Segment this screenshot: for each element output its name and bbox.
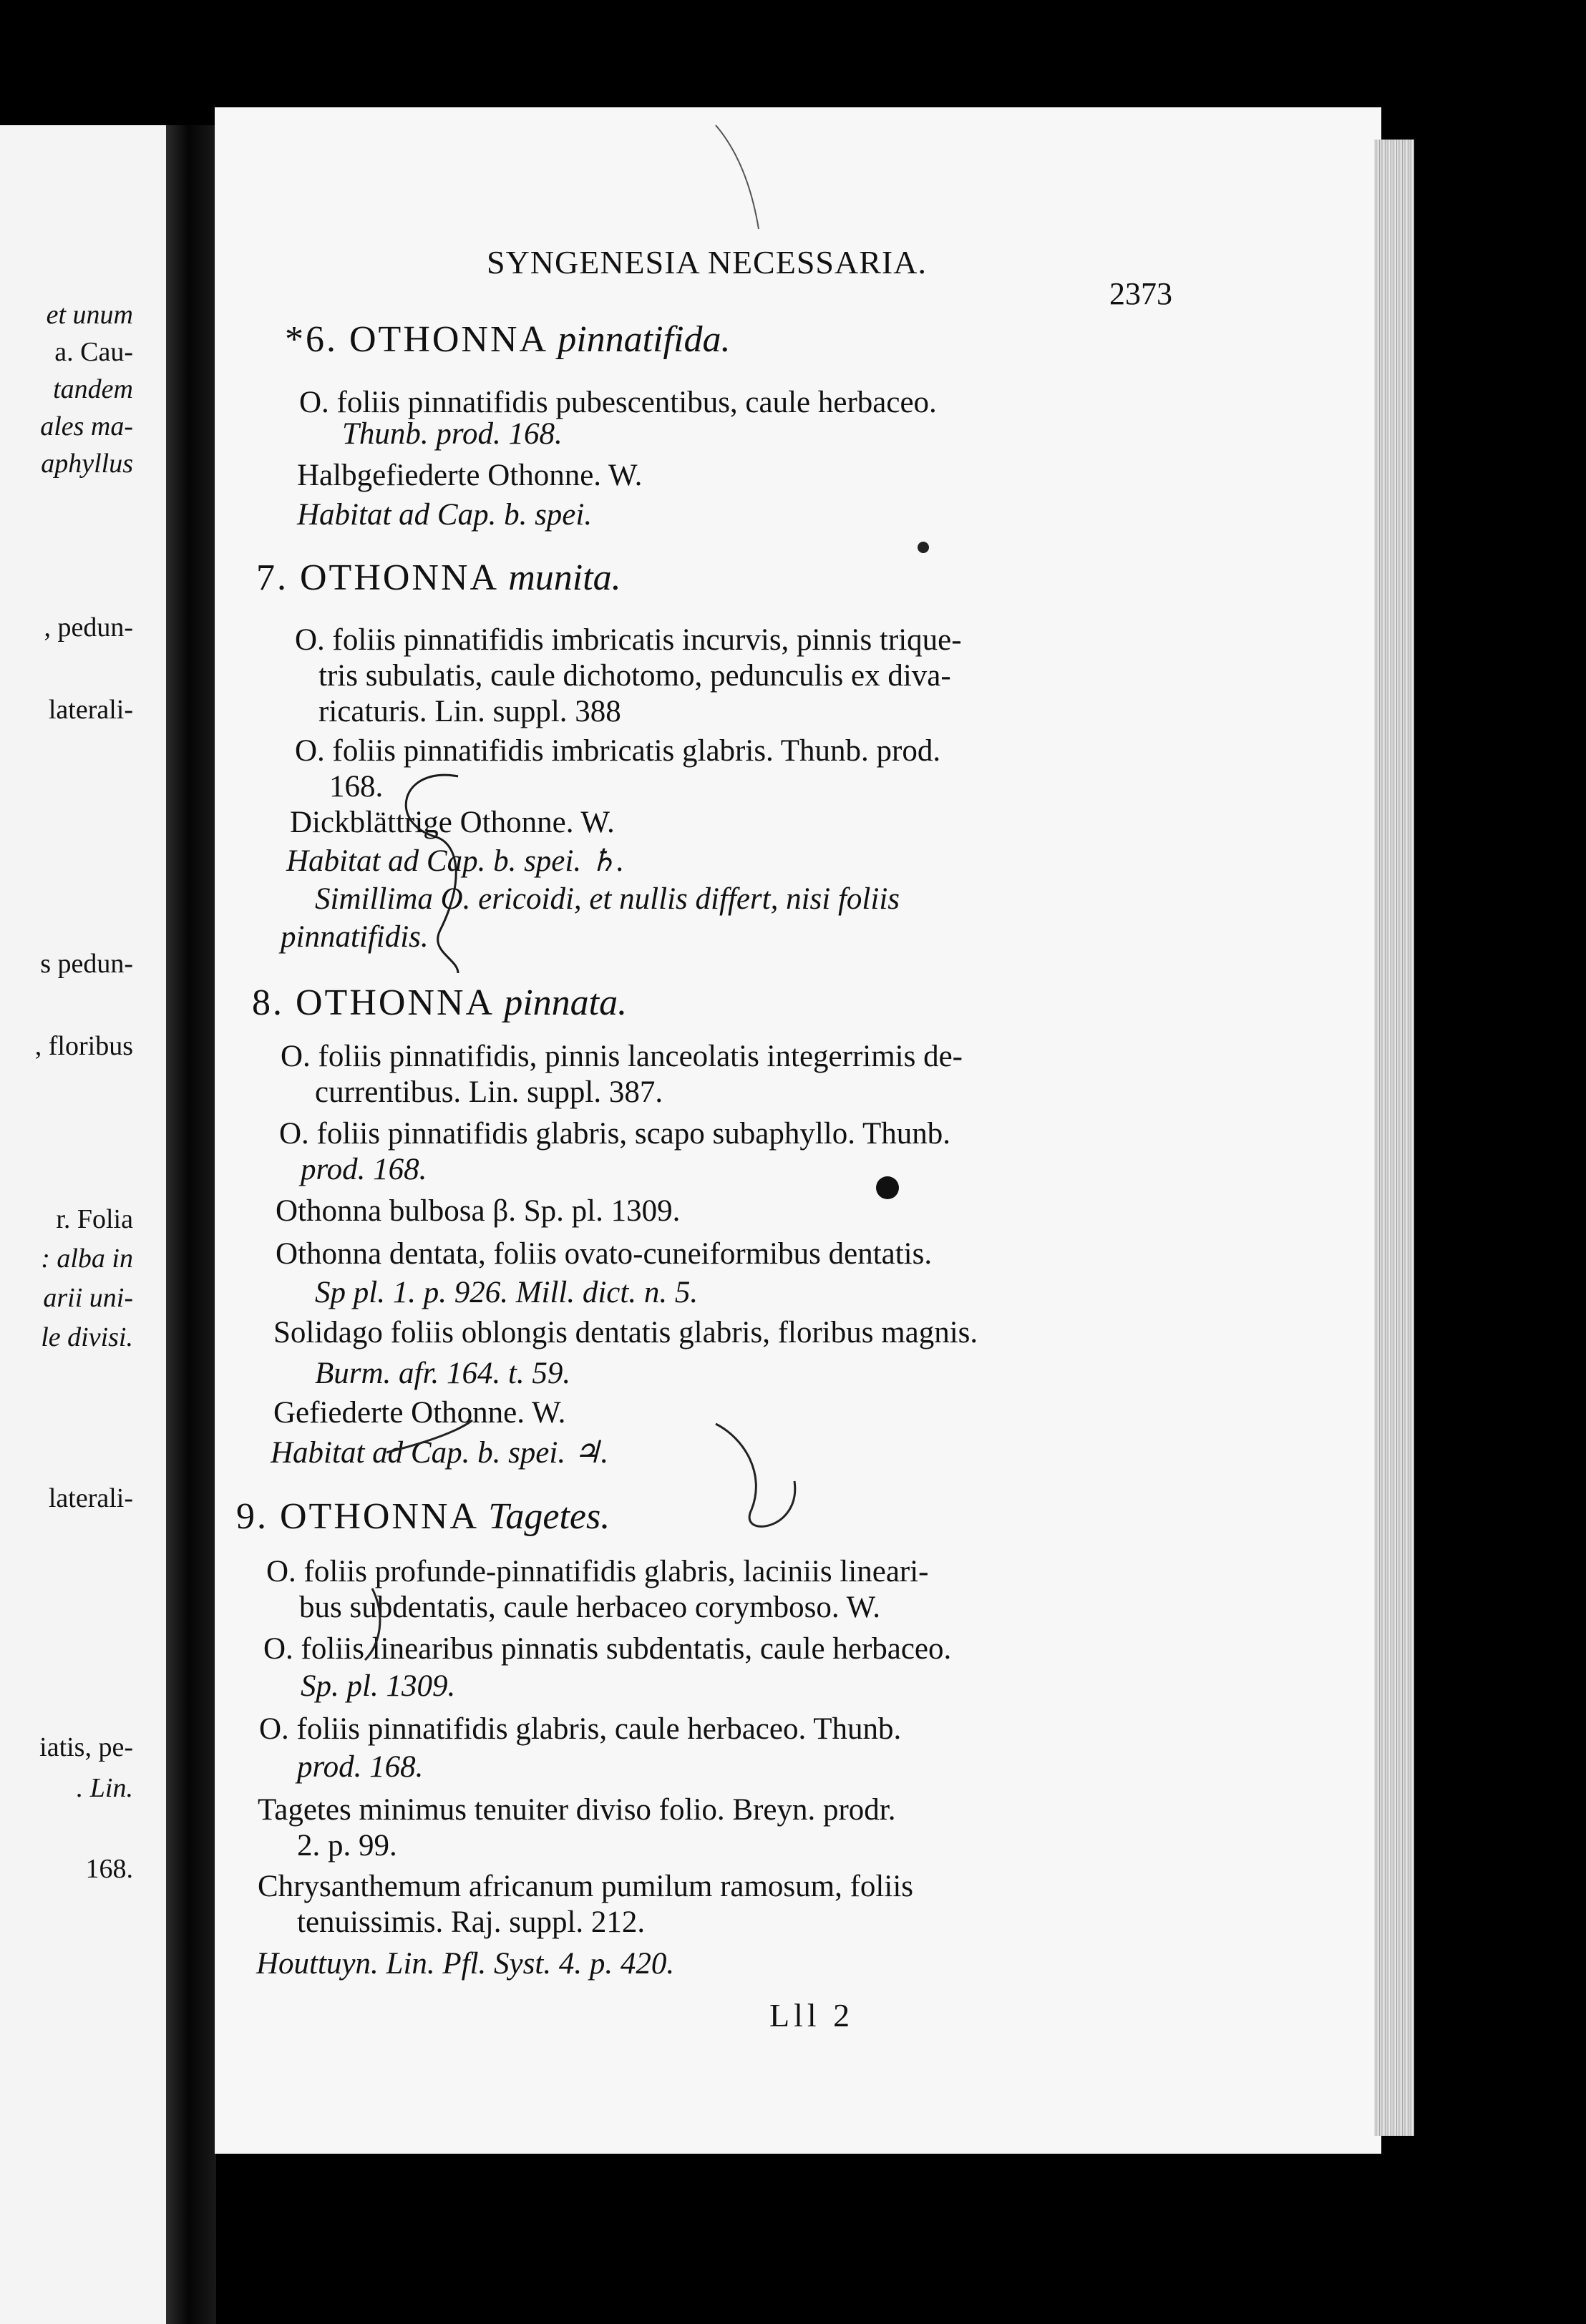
left-page-line: et unum: [46, 300, 133, 330]
left-page-line: , pedun-: [44, 612, 133, 643]
entry-line: Halbgefiederte Othonne. W.: [297, 459, 643, 492]
entry-number: 7.: [256, 557, 288, 598]
entry-number: 9.: [236, 1496, 268, 1537]
left-page-line: : alba in: [41, 1244, 133, 1274]
genus-name: OTHONNA: [300, 557, 497, 598]
running-head: SYNGENESIA NECESSARIA.: [487, 244, 927, 280]
left-page-line: laterali-: [48, 1483, 133, 1513]
species-name: pinnatifida.: [558, 319, 731, 360]
genus-name: OTHONNA: [349, 319, 547, 360]
entry-line: Habitat ad Cap. b. spei. ♃.: [271, 1436, 609, 1470]
left-page-line: aphyllus: [41, 449, 133, 479]
entry-line: Othonna bulbosa β. Sp. pl. 1309.: [276, 1194, 681, 1228]
entry-line: pinnatifidis.: [281, 920, 429, 954]
entry-line: Habitat ad Cap. b. spei.: [297, 498, 593, 532]
page-number: 2373: [1109, 276, 1172, 311]
entry-line: currentibus. Lin. suppl. 387.: [315, 1075, 663, 1109]
entry-line: Habitat ad Cap. b. spei. ♄.: [286, 844, 625, 878]
entry-line: O. foliis pinnatifidis glabris, caule herbaceo. Thunb.: [259, 1712, 902, 1746]
entry-line: O. foliis pinnatifidis glabris, scapo subaphyllo. Thunb.: [279, 1117, 950, 1151]
entry-line: O. foliis pinnatifidis imbricatis incurvis, pinnis trique-: [295, 623, 962, 657]
genus-name: OTHONNA: [296, 982, 493, 1023]
left-page-line: , floribus: [34, 1031, 133, 1061]
left-page-line: s pedun-: [40, 949, 133, 979]
species-name: pinnata.: [504, 982, 628, 1023]
entry-line: Simillima O. ericoidi, et nullis differt, nisi foliis: [315, 882, 900, 916]
entry-line: Solidago foliis oblongis dentatis glabris, floribus magnis.: [273, 1316, 978, 1349]
entry-line: Dickblättrige Othonne. W.: [290, 806, 615, 839]
left-page-line: le divisi.: [41, 1322, 133, 1352]
entry-line: Tagetes minimus tenuiter diviso folio. Breyn. prodr.: [258, 1793, 896, 1827]
species-name: Tagetes.: [488, 1496, 610, 1537]
entry-line: tenuissimis. Raj. suppl. 212.: [297, 1905, 646, 1939]
entry-number: 8.: [252, 982, 284, 1023]
entry-line: Houttuyn. Lin. Pfl. Syst. 4. p. 420.: [256, 1947, 675, 1981]
entry-line: 168.: [329, 770, 384, 804]
left-page-line: laterali-: [48, 695, 133, 725]
genus-name: OTHONNA: [280, 1496, 477, 1537]
left-page-line: a. Cau-: [54, 337, 133, 367]
entry-line: prod. 168.: [301, 1153, 427, 1186]
entry-line: O. foliis profunde-pinnatifidis glabris, laciniis lineari-: [266, 1555, 929, 1588]
entry-line: Sp. pl. 1309.: [301, 1669, 456, 1703]
left-page-line: . Lin.: [76, 1773, 133, 1803]
species-name: munita.: [508, 557, 621, 598]
entry-line: bus subdentatis, caule herbaceo corymboso. W.: [299, 1591, 881, 1624]
entry-number: *6.: [285, 319, 338, 360]
entry-line: O. foliis pinnatifidis pubescentibus, caule herbaceo.: [299, 386, 937, 419]
entry-line: Burm. afr. 164. t. 59.: [315, 1357, 571, 1390]
entry-line: O. foliis pinnatifidis imbricatis glabris. Thunb. prod.: [295, 734, 941, 768]
entry-line: Othonna dentata, foliis ovato-cuneiformibus dentatis.: [276, 1237, 933, 1271]
entry-line: Sp pl. 1. p. 926. Mill. dict. n. 5.: [315, 1276, 699, 1309]
left-page-line: iatis, pe-: [39, 1732, 133, 1762]
left-page-line: tandem: [53, 374, 133, 404]
entry-line: O. foliis pinnatifidis, pinnis lanceolatis integerrimis de-: [281, 1040, 963, 1073]
entry-line: prod. 168.: [297, 1750, 424, 1784]
left-page-line: arii uni-: [43, 1283, 133, 1313]
signature-mark: Lll 2: [769, 1997, 855, 2034]
entry-line: O. foliis linearibus pinnatis subdentatis, caule herbaceo.: [263, 1632, 952, 1666]
left-page-line: ales ma-: [40, 411, 133, 441]
entry-line: Gefiederte Othonne. W.: [273, 1396, 566, 1430]
left-page-line: 168.: [85, 1854, 133, 1884]
entry-line: tris subulatis, caule dichotomo, pedunculis ex diva-: [318, 659, 951, 693]
entry-line: Chrysanthemum africanum pumilum ramosum, foliis: [258, 1870, 913, 1903]
entry-line: Thunb. prod. 168.: [342, 417, 563, 451]
entry-line: 2. p. 99.: [297, 1829, 397, 1862]
entry-line: ricaturis. Lin. suppl. 388: [318, 695, 621, 728]
left-page-line: r. Folia: [56, 1204, 133, 1234]
